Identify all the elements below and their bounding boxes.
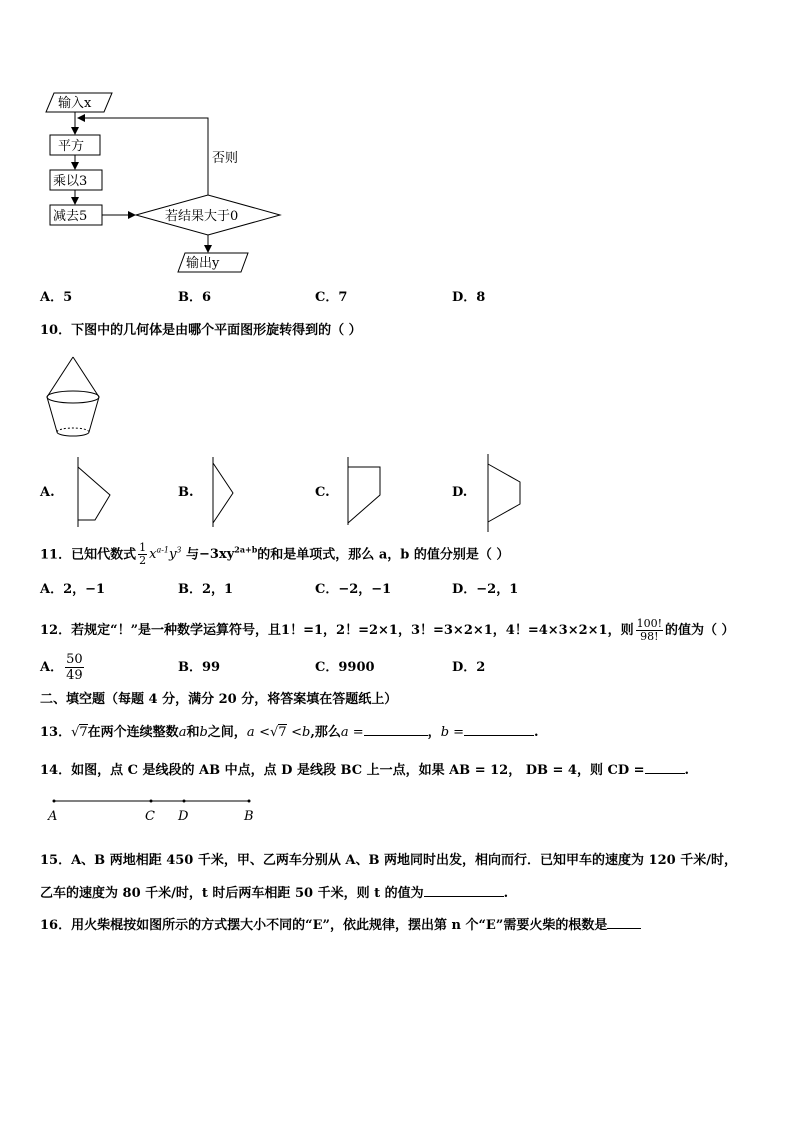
- section-heading-fill-in: 二、填空题（每题 4 分，满分 20 分，将答案填在答题纸上）: [40, 692, 398, 707]
- q12-suffix: 的值为（ ）: [665, 623, 735, 638]
- q9-option-c: C．7: [315, 290, 348, 305]
- q12-option-b: B．99: [178, 660, 221, 675]
- q11-fraction: $\frac{1}{2}$: [139, 541, 147, 568]
- q10-option-a-label: A.: [40, 485, 55, 500]
- point-c-label: C: [145, 809, 155, 824]
- q12-stem-text: 12．若规定“！”是一种数学运算符号，且1！=1，2！=2×1，3！=3×2×1，4！=4×3×2×1，则: [40, 623, 634, 638]
- q11-middle: 与: [185, 547, 199, 563]
- q10-option-b-label: B.: [178, 485, 194, 500]
- q15-answer-blank[interactable]: [424, 884, 504, 897]
- q14-stem: 14．如图，点 C 是线段的 AB 中点，点 D 是线段 BC 上一点，如果 AB = 12， DB = 4，则 CD = .: [40, 763, 690, 778]
- q13-answer-a-blank[interactable]: [364, 723, 428, 736]
- q9-option-a: A．5: [40, 290, 73, 305]
- q11-option-a: A．2，−1: [40, 582, 106, 597]
- flow-times3-text: 乘以3: [53, 174, 88, 189]
- q13-stem: 13．√7在两个连续整数a和b之间，a <√7 <b,那么a = ，b = .: [40, 725, 539, 740]
- q10-option-d-label: D.: [452, 485, 468, 500]
- q9-option-b: B．6: [178, 290, 212, 305]
- sqrt-symbol: √7: [71, 725, 88, 740]
- q11-prefix: 11．已知代数式: [40, 547, 137, 563]
- q14-segment-figure: [44, 794, 264, 824]
- q16-stem: 16．用火柴棍按如图所示的方式摆大小不同的“E”，依此规律，摆出第 n 个“E”需要火柴的根数是: [40, 916, 641, 934]
- flowchart: [40, 85, 300, 275]
- q11-option-c: C．−2，−1: [315, 582, 392, 597]
- point-d-label: D: [178, 809, 189, 824]
- q12-fraction: $\frac{100!}{98!}$: [636, 617, 663, 643]
- q9-option-d: D．8: [452, 290, 486, 305]
- flow-input-text: 输入x: [58, 96, 92, 111]
- q15-line2: 乙车的速度为 80 千米/时，t 时后两车相距 50 千米，则 t 的值为 .: [40, 886, 509, 901]
- q15-line1: 15．A、B 两地相距 450 千米，甲、乙两车分别从 A、B 两地同时出发，相向而行．已知甲车的速度为 120 千米/时，: [40, 853, 737, 868]
- q10-solid-figure: [42, 352, 104, 442]
- q11-option-d: D．−2，1: [452, 582, 519, 597]
- q12-stem: [40, 618, 735, 643]
- flow-output-text: 输出y: [186, 256, 220, 271]
- q12-option-d: D．2: [452, 660, 486, 675]
- q10-option-c-label: C.: [315, 485, 330, 500]
- q10-option-c-figure: [340, 455, 390, 530]
- flow-condition-text: 若结果大于0: [165, 209, 239, 224]
- q11-suffix: 的和是单项式，那么 a，b 的值分别是（ ）: [257, 547, 510, 563]
- q11-stem: [40, 542, 509, 567]
- q12-option-c: C．9900: [315, 660, 375, 675]
- q11-term2: $-3xy^{2a+b}$: [199, 545, 258, 563]
- q10-option-d-figure: [480, 452, 530, 534]
- q16-answer-blank[interactable]: [607, 916, 641, 929]
- q10-option-b-figure: [205, 455, 245, 530]
- q11-term1: $x^{a-1}y^3$: [149, 546, 182, 563]
- point-b-label: B: [244, 809, 254, 824]
- q14-answer-blank[interactable]: [645, 761, 685, 774]
- q12-option-a: A． $\frac{50}{49}$: [40, 652, 83, 683]
- q13-answer-b-blank[interactable]: [464, 723, 534, 736]
- flow-square-text: 平方: [58, 139, 85, 154]
- q11-option-b: B．2，1: [178, 582, 234, 597]
- point-a-label: A: [48, 809, 58, 824]
- q10-stem: 10．下图中的几何体是由哪个平面图形旋转得到的（ ）: [40, 323, 362, 338]
- flow-else-label: 否则: [212, 151, 239, 166]
- flow-minus5-text: 减去5: [53, 209, 88, 224]
- q10-option-a-figure: [70, 455, 120, 530]
